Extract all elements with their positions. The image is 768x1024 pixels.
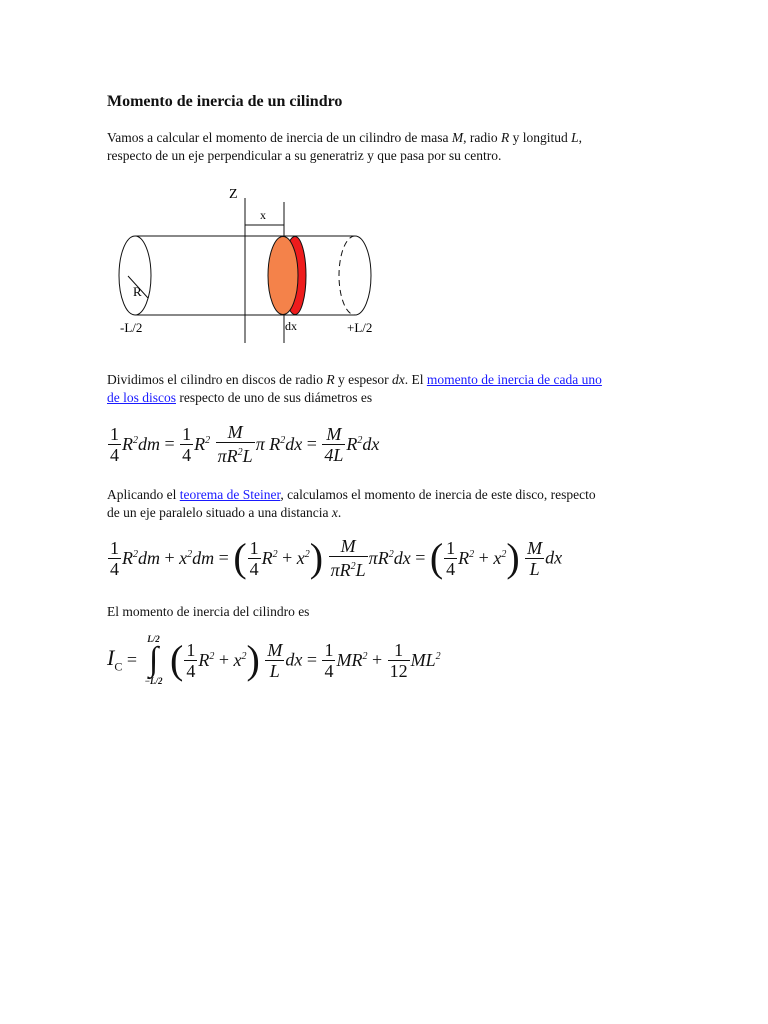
plus: + xyxy=(478,547,489,568)
numerator: M xyxy=(267,639,283,660)
left-paren: ( xyxy=(170,637,184,682)
term: π $R^2dx$ xyxy=(255,433,303,454)
denominator: 4 xyxy=(324,660,334,681)
intro-text: , radio xyxy=(463,130,501,145)
steiner-theorem-link[interactable]: teorema de Steiner xyxy=(179,487,281,502)
para-text: El momento de inercia del cilindro es xyxy=(107,604,310,619)
right-paren: ) xyxy=(246,637,260,682)
term: $R^2$ xyxy=(261,547,278,568)
slicing-paragraph xyxy=(107,371,667,407)
var-dx: dx xyxy=(391,372,405,387)
numerator: 1 xyxy=(388,640,410,661)
term: $R^2$ xyxy=(198,649,215,670)
fraction xyxy=(184,640,197,681)
numerator: M xyxy=(527,537,543,558)
disc-front-face xyxy=(268,237,298,315)
term: $x^2$ xyxy=(493,547,507,568)
numerator: 1 xyxy=(324,639,334,660)
numerator: 1 xyxy=(110,537,119,558)
equals: = xyxy=(126,649,137,670)
term: $R^2$ xyxy=(458,547,475,568)
para-text: respecto de uno de sus diámetros es xyxy=(176,390,373,405)
equation-disc-inertia xyxy=(107,422,379,466)
denominator: $\pi R^2L$ xyxy=(217,446,253,466)
var-x: x xyxy=(331,505,338,520)
denominator: 4 xyxy=(110,444,119,465)
page-title: Momento de inercia de un cilindro xyxy=(107,93,343,110)
r-label: R xyxy=(133,284,142,299)
fraction xyxy=(108,538,121,579)
cylinder-diagram xyxy=(100,180,400,350)
denominator: 4 xyxy=(182,444,192,465)
term: dx xyxy=(545,547,563,568)
denominator: L xyxy=(529,558,540,579)
right-end-hidden-edge xyxy=(339,236,355,315)
equals: = xyxy=(218,547,229,568)
para-text: . El xyxy=(404,372,427,387)
denominator: 4L xyxy=(324,444,344,465)
para-text: y espesor xyxy=(334,372,392,387)
left-paren: ( xyxy=(233,535,247,580)
numerator: 1 xyxy=(182,423,192,444)
term: $ML^2$ xyxy=(410,649,441,670)
denominator: 4 xyxy=(186,660,196,681)
var-l: L xyxy=(571,130,579,145)
fraction xyxy=(108,424,121,465)
left-end-label: -L/2 xyxy=(120,320,143,335)
right-end-visible-edge xyxy=(355,236,371,315)
intro-line-2: respecto de un eje perpendicular a su generatriz y que pasa por su centro. xyxy=(107,148,502,163)
intro-text: y longitud xyxy=(509,130,572,145)
term: $\pi R^2dx$ xyxy=(368,547,411,568)
fraction xyxy=(322,640,335,681)
term: $R^2dm$ xyxy=(122,433,160,454)
var-r: R xyxy=(326,372,335,387)
equation-steiner xyxy=(107,536,562,580)
integral-sign: L/2 ∫ −L/2 xyxy=(142,634,166,686)
equals: = xyxy=(415,547,426,568)
term: $MR^2$ xyxy=(336,649,368,670)
fraction xyxy=(322,424,345,465)
z-label: Z xyxy=(229,187,238,202)
denominator: 4 xyxy=(446,558,456,579)
numerator: M xyxy=(329,536,368,557)
term: $R^2$ xyxy=(194,433,211,454)
intro-text: , xyxy=(578,130,583,145)
term: $x^2dm$ xyxy=(179,547,215,568)
right-paren: ) xyxy=(506,535,520,580)
fraction xyxy=(216,422,255,466)
para-text: de un eje paralelo situado a una distancia xyxy=(107,505,332,520)
numerator: 1 xyxy=(446,537,456,558)
right-end-label: +L/2 xyxy=(347,320,373,335)
plus: + xyxy=(218,649,229,670)
term: $x^2$ xyxy=(296,547,310,568)
numerator: 1 xyxy=(186,639,196,660)
steiner-paragraph xyxy=(107,486,667,522)
plus: + xyxy=(371,649,383,670)
term: $R^2dm$ xyxy=(122,547,160,568)
x-label: x xyxy=(260,208,266,222)
denominator: 12 xyxy=(389,660,408,681)
para-text: . xyxy=(337,505,342,520)
fraction xyxy=(388,640,410,681)
denominator: L xyxy=(269,660,280,681)
equals: = xyxy=(306,433,317,454)
fraction xyxy=(248,538,261,579)
term: dx xyxy=(285,649,303,670)
term: $R^2dx$ xyxy=(346,433,380,454)
term: $x^2$ xyxy=(233,649,247,670)
denominator: $\pi R^2L$ xyxy=(330,560,366,580)
left-end-ellipse xyxy=(119,236,151,315)
disc-inertia-link-cont[interactable]: de los discos xyxy=(107,390,176,405)
numerator: M xyxy=(322,424,345,445)
intro-paragraph xyxy=(107,129,667,165)
intro-text: Vamos a calcular el momento de inercia de un cilindro de masa xyxy=(107,130,452,145)
fraction xyxy=(180,424,193,465)
equals: = xyxy=(164,433,175,454)
fraction xyxy=(265,640,284,681)
lower-limit: −L/2 xyxy=(144,676,163,686)
plus: + xyxy=(282,547,293,568)
var-r: R xyxy=(501,130,510,145)
var-m: M xyxy=(451,130,464,145)
equation-cylinder-inertia xyxy=(107,634,441,686)
right-paren: ) xyxy=(309,535,324,580)
numerator: 1 xyxy=(110,423,119,444)
plus: + xyxy=(164,547,175,568)
fraction xyxy=(525,538,544,579)
para-text: Dividimos el cilindro en discos de radio xyxy=(107,372,327,387)
numerator: M xyxy=(216,422,255,443)
para-text: , calculamos el momento de inercia de este disco, respecto xyxy=(280,487,596,502)
cylinder-inertia-paragraph xyxy=(107,603,667,621)
upper-limit: L/2 xyxy=(147,634,160,644)
fraction xyxy=(444,538,457,579)
para-text: Aplicando el xyxy=(107,487,180,502)
equals: = xyxy=(306,649,317,670)
left-paren: ( xyxy=(429,535,444,580)
disc-inertia-link[interactable]: momento de inercia de cada uno xyxy=(426,372,602,387)
term: $I_C$ xyxy=(107,645,123,674)
numerator: 1 xyxy=(249,537,259,558)
denominator: 4 xyxy=(110,558,119,579)
fraction xyxy=(329,536,368,580)
dx-label: dx xyxy=(285,319,297,333)
denominator: 4 xyxy=(249,558,259,579)
